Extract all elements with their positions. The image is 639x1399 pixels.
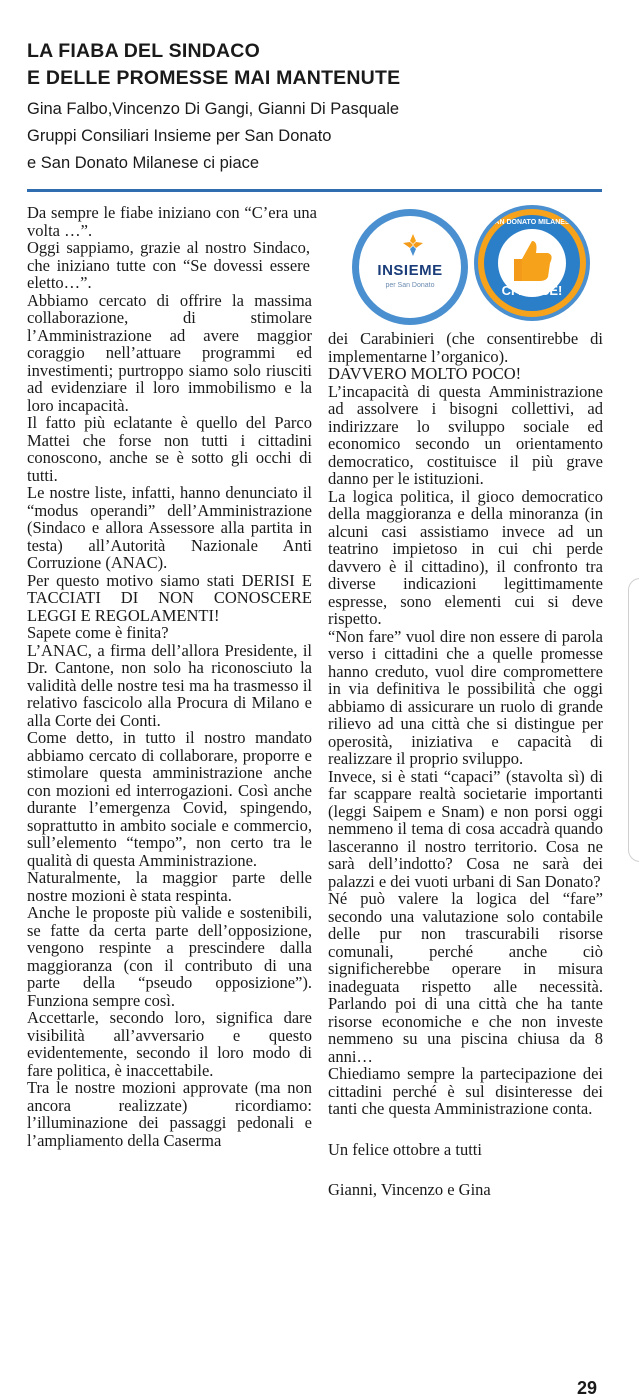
paragraph: Naturalmente, la maggior parte delle nostre mozioni è stata respinta. (27, 868, 312, 905)
signature: Gianni, Vincenzo e Gina (328, 1180, 491, 1199)
paragraph: Invece, si è stati “capaci” (stavolta sì) di far scappare realtà societarie importanti (leggi Saipem e Snam) e non porsi oggi nemmeno il tema di cosa accadrà quando lasceranno il nostro territorio. Cosa ne sarà dell’indotto? Cosa ne sarà dei palazzi e dei vuoti urbani di San Donato? (328, 766, 603, 891)
scroll-handle[interactable] (628, 578, 639, 862)
right-column (328, 330, 603, 1199)
paragraph: Le nostre liste, infatti, hanno denunciato il “modus operandi” dell’Amministrazione (Sindaco e allora Assessore alla partita in testa) all’Autorità Nazionale Anti Corruzione (ANAC). (27, 483, 312, 572)
article-authors: Gina Falbo,Vincenzo Di Gangi, Gianni Di Pasquale (27, 100, 400, 118)
closing-greeting: Un felice ottobre a tutti (328, 1139, 482, 1159)
paragraph: Oggi sappiamo, grazie al nostro Sindaco, che iniziano tutte con “Se dovessi essere eletto…”. (27, 238, 310, 292)
page-number: 29 (577, 1378, 598, 1398)
paragraph: Per questo motivo siamo stati DERISI E TACCIATI DI NON CONOSCERE LEGGI E REGOLAMENTI! (27, 570, 312, 625)
article-title-line-2: E DELLE PROMESSE MAI MANTENUTE (27, 67, 401, 89)
paragraph: Come detto, in tutto il nostro mandato abbiamo cercato di collaborare, proporre e stimolare questa amministrazione anche con mozioni ed interrogazioni. Così anche durante l’emergenza Covid, spingendo, soprattutto in ambito sociale e commercio, sull’elemento “tempo”, non certo tra le qualità di questa Amministrazione. (27, 728, 312, 870)
article-header (27, 38, 612, 177)
ci-piace-text: CI PIACE! (501, 283, 563, 298)
article-groups-line-1: Gruppi Consiliari Insieme per San Donato (27, 127, 332, 145)
paragraph: Sapete come è finita? (27, 623, 169, 642)
paragraph: L’ANAC, a firma dell’allora Presidente, il Dr. Cantone, non solo ha riconosciuto la validità delle nostre tesi ma ha trasmesso il relativo fascicolo alla Procura di Milano e alla Corte dei Conti. (27, 640, 312, 730)
paragraph: Né può valere la logica del “fare” secondo una valutazione solo contabile delle pur non trascurabili risorse comunali, perché anche ciò significherebbe operare in misura inadeguata rispetto alle necessità. Parlando poi di una città che ha tante risorse economiche e che non investe nemmeno su una piscina chiusa da 8 anni… (328, 889, 603, 1066)
paragraph: Tra le nostre mozioni approvate (ma non ancora realizzate) ricordiamo: l’illuminazione dei passaggi pedonali e l’ampliamento della Caserma (27, 1078, 312, 1150)
flower-icon (403, 234, 423, 256)
insieme-logo-subtitle: per San Donato (385, 282, 435, 289)
paragraph: Il fatto più eclatante è quello del Parco Mattei che forse non tutti i cittadini conoscono, anche se è sotto gli occhi di tutti. (27, 413, 312, 485)
paragraph: “Non fare” vuol dire non essere di parola verso i cittadini che a quelle promesse hanno creduto, vuol dire compromettere in via definitiva le possibilità che oggi abbiamo di assicurare un ruolo di grande rilievo ad una città che si distingue per operosità, iniziativa e capacità di realizzare il proprio sviluppo. (328, 626, 603, 768)
paragraph: DAVVERO MOLTO POCO! (328, 364, 522, 383)
paragraph: Anche le proposte più valide e sostenibili, se fatte da certa parte dell’opposizione, vengono respinte a prescindere dalla maggioranza (con il contributo di una parte della “pseudo opposizione”). Funziona sempre così. (27, 903, 312, 1010)
paragraph: La logica politica, il gioco democratico della maggioranza e della minoranza (in alcuni casi assistiamo invece ad un teatrino impietoso in cui chi perde davvero è il cittadino), il confronto tra diverse indicazioni legittimamente espresse, sono elementi cui si deve rispetto. (328, 486, 603, 628)
header-divider (27, 189, 602, 192)
party-logos (352, 205, 592, 325)
paragraph: Accettarle, secondo loro, significa dare visibilità all’avversario e questo evidentemente, secondo il loro modo di fare politica, è inaccettabile. (27, 1008, 312, 1080)
san-donato-ci-piace-logo (474, 205, 590, 321)
paragraph: Abbiamo cercato di offrire la massima collaborazione, di stimolare l’Amministrazione ad avere maggior coraggio nell’attuare programmi ed investimenti; purtroppo siamo solo riusciti ad evidenziare il loro immobilismo e la loro incapacità. (27, 290, 312, 415)
paragraph: Da sempre le fiabe iniziano con “C’era una volta …”. (27, 203, 317, 240)
left-column (27, 203, 317, 1150)
san-donato-arc-text: SAN DONATO MILANESE (489, 219, 575, 226)
insieme-logo-word: INSIEME (377, 262, 443, 279)
article-title-line-1: LA FIABA DEL SINDACO (27, 40, 260, 62)
paragraph: Chiediamo sempre la partecipazione dei cittadini perché è sul disinteresse dei tanti che questa Amministrazione conta. (328, 1064, 603, 1118)
paragraph: L’incapacità di questa Amministrazione ad assolvere i bisogni collettivi, ad indirizzare lo sviluppo sociale ed economico secondo un orientamento democratico, costituisce il più grave danno per le istituzioni. (328, 381, 603, 488)
paragraph: dei Carabinieri (che consentirebbe di implementarne l’organico). (328, 329, 603, 366)
insieme-logo (352, 209, 468, 325)
article-groups-line-2: e San Donato Milanese ci piace (27, 154, 260, 172)
